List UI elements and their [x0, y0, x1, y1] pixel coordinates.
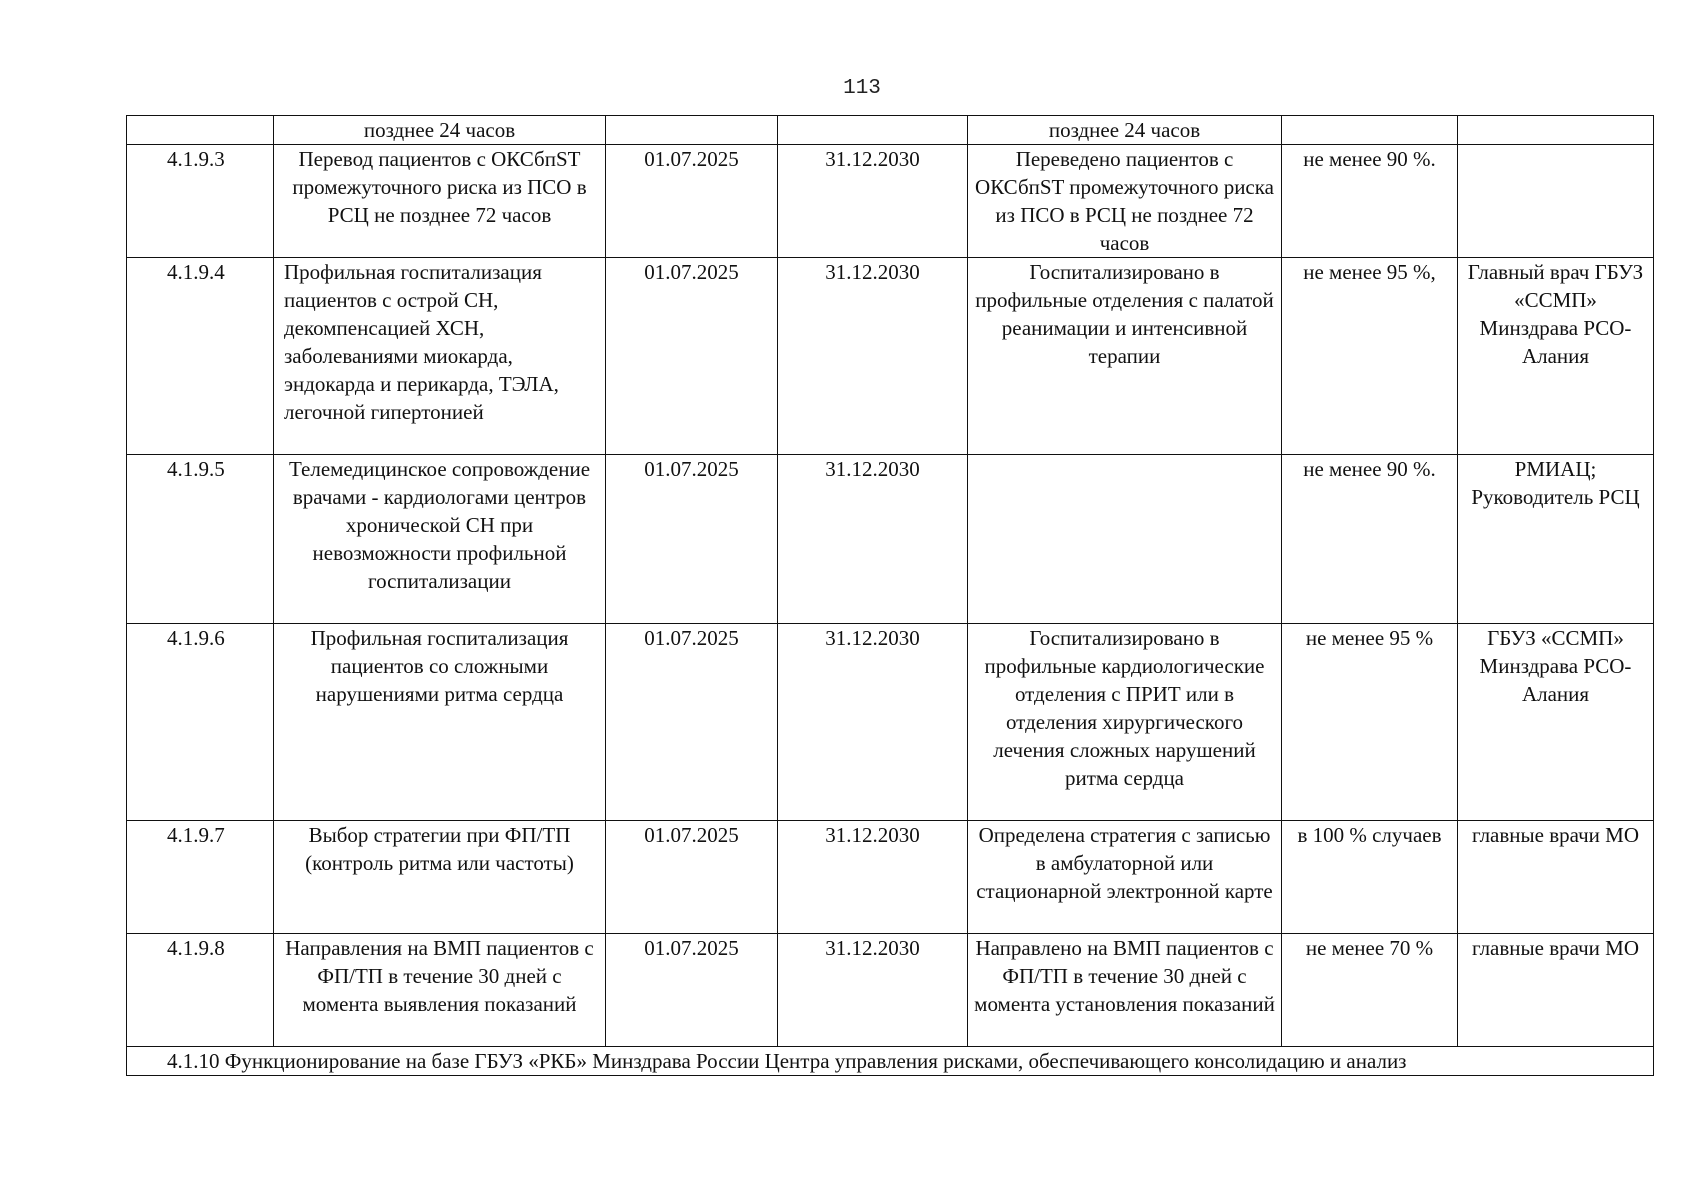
end-date: 31.12.2030 — [778, 455, 968, 624]
item-number: 4.1.9.8 — [127, 934, 274, 1047]
target-value: не менее 90 %. — [1282, 145, 1458, 258]
responsible: ГБУЗ «ССМП» Минздрава РСО-Алания — [1458, 624, 1654, 821]
expected-result: Переведено пациентов с ОКСбпST промежуточного риска из ПСО в РСЦ не позднее 72 часов — [968, 145, 1282, 258]
expected-result — [968, 455, 1282, 624]
table-row — [127, 821, 1654, 934]
expected-result: Определена стратегия с записью в амбулаторной или стационарной электронной карте — [968, 821, 1282, 934]
expected-result: позднее 24 часов — [968, 116, 1282, 145]
end-date — [778, 116, 968, 145]
page-number: 113 — [843, 77, 881, 100]
target-value: не менее 90 %. — [1282, 455, 1458, 624]
measure-name: Перевод пациентов с ОКСбпST промежуточного риска из ПСО в РСЦ не позднее 72 часов — [274, 145, 606, 258]
table-row — [127, 455, 1654, 624]
item-number: 4.1.9.6 — [127, 624, 274, 821]
measures-table — [126, 115, 1654, 1076]
target-value: не менее 95 %, — [1282, 258, 1458, 455]
expected-result: Госпитализировано в профильные кардиологические отделения с ПРИТ или в отделения хирургического лечения сложных нарушений ритма сердца — [968, 624, 1282, 821]
table-row — [127, 116, 1654, 145]
measure-name: Профильная госпитализация пациентов со сложными нарушениями ритма сердца — [274, 624, 606, 821]
start-date: 01.07.2025 — [606, 624, 778, 821]
section-header-row — [127, 1047, 1654, 1076]
start-date: 01.07.2025 — [606, 934, 778, 1047]
responsible — [1458, 116, 1654, 145]
responsible: главные врачи МО — [1458, 934, 1654, 1047]
start-date: 01.07.2025 — [606, 258, 778, 455]
measure-name: Телемедицинское сопровождение врачами - кардиологами центров хронической СН при невозможности профильной госпитализации — [274, 455, 606, 624]
end-date: 31.12.2030 — [778, 934, 968, 1047]
measure-name: Направления на ВМП пациентов с ФП/ТП в течение 30 дней с момента выявления показаний — [274, 934, 606, 1047]
target-value — [1282, 116, 1458, 145]
table-row — [127, 934, 1654, 1047]
start-date: 01.07.2025 — [606, 821, 778, 934]
item-number: 4.1.9.3 — [127, 145, 274, 258]
responsible: РМИАЦ; Руководитель РСЦ — [1458, 455, 1654, 624]
item-number — [127, 116, 274, 145]
section-heading: 4.1.10 Функционирование на базе ГБУЗ «РКБ» Минздрава России Центра управления рисками, обеспечивающего консолидацию и анализ — [127, 1047, 1654, 1076]
expected-result: Направлено на ВМП пациентов с ФП/ТП в течение 30 дней с момента установления показаний — [968, 934, 1282, 1047]
end-date: 31.12.2030 — [778, 821, 968, 934]
table-row — [127, 624, 1654, 821]
target-value: не менее 95 % — [1282, 624, 1458, 821]
table-row — [127, 258, 1654, 455]
start-date: 01.07.2025 — [606, 455, 778, 624]
start-date — [606, 116, 778, 145]
item-number: 4.1.9.7 — [127, 821, 274, 934]
measure-name: Профильная госпитализация пациентов с острой СН, декомпенсацией ХСН, заболеваниями миокарда, эндокарда и перикарда, ТЭЛА, легочной гипертонией — [274, 258, 606, 455]
end-date: 31.12.2030 — [778, 258, 968, 455]
measure-name: Выбор стратегии при ФП/ТП (контроль ритма или частоты) — [274, 821, 606, 934]
responsible — [1458, 145, 1654, 258]
table-row — [127, 145, 1654, 258]
end-date: 31.12.2030 — [778, 145, 968, 258]
measure-name: позднее 24 часов — [274, 116, 606, 145]
responsible: главные врачи МО — [1458, 821, 1654, 934]
target-value: в 100 % случаев — [1282, 821, 1458, 934]
start-date: 01.07.2025 — [606, 145, 778, 258]
end-date: 31.12.2030 — [778, 624, 968, 821]
item-number: 4.1.9.4 — [127, 258, 274, 455]
responsible: Главный врач ГБУЗ «ССМП» Минздрава РСО-Алания — [1458, 258, 1654, 455]
expected-result: Госпитализировано в профильные отделения с палатой реанимации и интенсивной терапии — [968, 258, 1282, 455]
item-number: 4.1.9.5 — [127, 455, 274, 624]
target-value: не менее 70 % — [1282, 934, 1458, 1047]
